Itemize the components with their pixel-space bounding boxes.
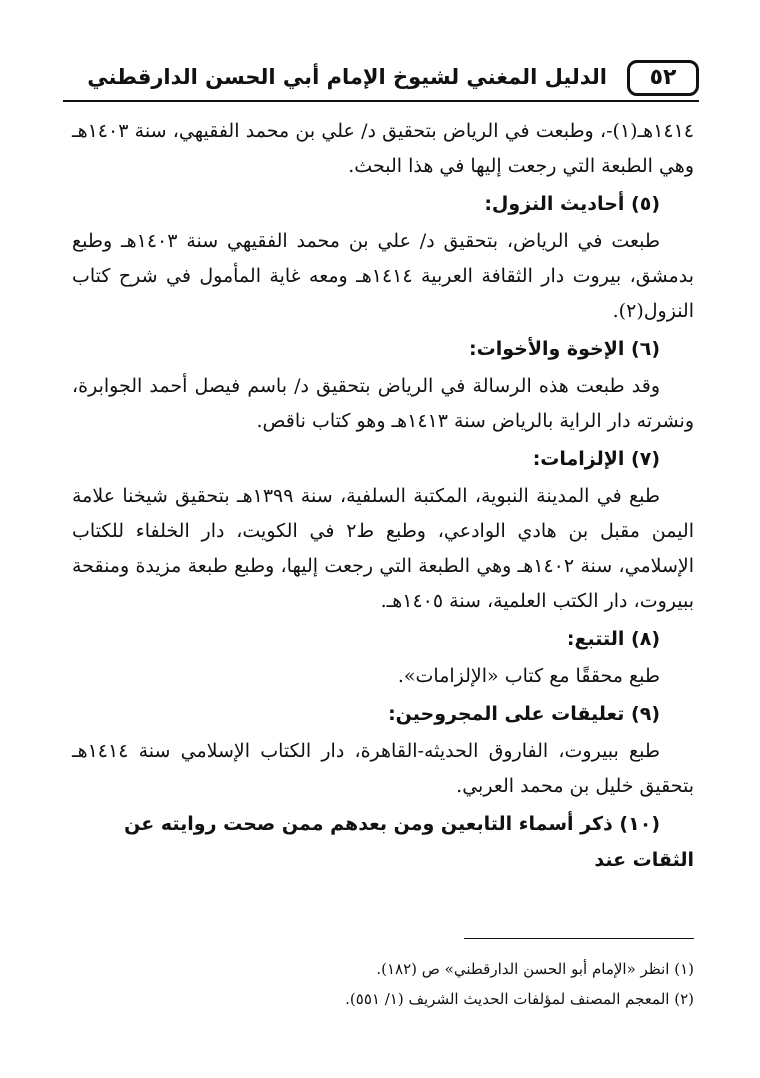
footnotes xyxy=(72,954,694,1014)
heading-7: (٧) الإلزامات: xyxy=(532,448,660,470)
heading-10: (١٠) ذكر أسماء التابعين ومن بعدهم ممن صحت روايته عن الثقات عند xyxy=(124,813,694,871)
footnote-rule xyxy=(464,938,694,939)
page-header xyxy=(63,58,699,102)
paragraph-6: وقد طبعت هذه الرسالة في الرياض بتحقيق د/ باسم فيصل أحمد الجوابرة، ونشرته دار الراية بالرياض سنة ١٤١٣هـ وهو كتاب ناقص. xyxy=(72,375,694,432)
paragraph-continuation: ١٤١٤هـ(١)-، وطبعت في الرياض بتحقيق د/ علي بن محمد الفقيهي، سنة ١٤٠٣هـ وهي الطبعة التي رجعت إليها في هذا البحث. xyxy=(72,120,694,177)
paragraph-9: طبع ببيروت، الفاروق الحديثه-القاهرة، دار الكتاب الإسلامي سنة ١٤١٤هـ بتحقيق خليل بن محمد العربي. xyxy=(72,740,694,797)
footnote-1: (١) انظر «الإمام أبو الحسن الدارقطني» ص (١٨٢). xyxy=(376,960,694,978)
page-number: ٥٢ xyxy=(627,60,699,96)
paragraph-7: طبع في المدينة النبوية، المكتبة السلفية، سنة ١٣٩٩هـ بتحقيق شيخنا علامة اليمن مقبل بن هادي الوادعي، وطبع ط٢ في الكويت، دار الخلفاء للكتاب الإسلامي، سنة ١٤٠٢هـ وهي الطبعة التي رجعت إليها، وطبع طبعة مزيدة ومنقحة ببيروت، دار الكتب العلمية، سنة ١٤٠٥هـ. xyxy=(72,485,695,612)
heading-6: (٦) الإخوة والأخوات: xyxy=(469,338,660,360)
paragraph-8: طبع محققًا مع كتاب «الإلزامات». xyxy=(397,665,660,687)
footnote-2: (٢) المعجم المصنف لمؤلفات الحديث الشريف (١/ ٥٥١). xyxy=(345,990,694,1008)
heading-9: (٩) تعليقات على المجروحين: xyxy=(388,703,660,725)
paragraph-5: طبعت في الرياض، بتحقيق د/ علي بن محمد الفقيهي سنة ١٤٠٣هـ وطبع بدمشق، بيروت دار الثقافة العربية ١٤١٤هـ ومعه غاية المأمول في شرح كتاب النزول(٢). xyxy=(72,230,694,322)
heading-8: (٨) التتبع: xyxy=(566,628,660,650)
header-rule xyxy=(63,100,699,102)
heading-5: (٥) أحاديث النزول: xyxy=(484,193,660,215)
running-title: الدليل المغني لشيوخ الإمام أبي الحسن الدارقطني xyxy=(87,65,607,89)
main-text xyxy=(72,114,694,878)
